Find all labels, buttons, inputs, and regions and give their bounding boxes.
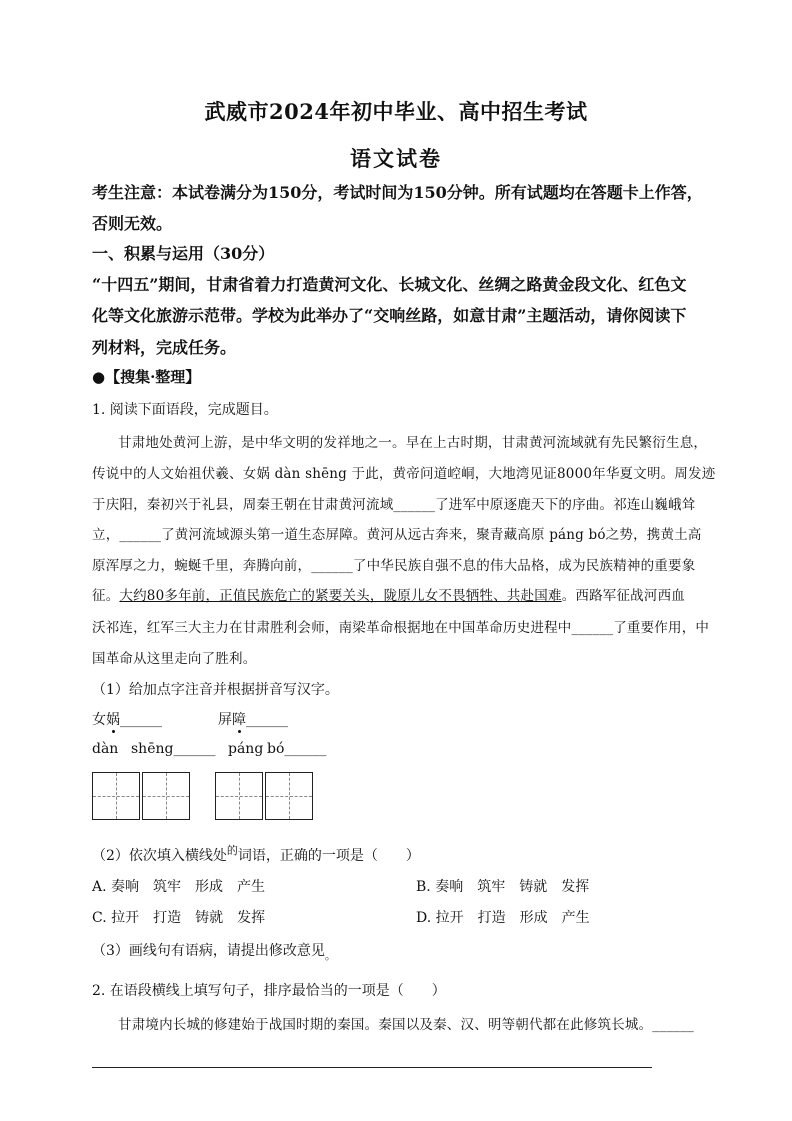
pinyin-sheng[interactable]: shēng______ [131,741,216,757]
option-a[interactable]: A. 奏响 筑牢 形成 产生 [92,879,266,895]
sub-heading-collect: ●【搜集·整理】 [92,368,201,386]
passage-line-1: 甘肃地处黄河上游，是中华文明的发祥地之一。早在上古时期，甘肃黄河流域就有先民繁衍生息， [118,435,708,451]
q1-sub3-prompt: （3）画线句有语病，请提出修改意见$_。$ [92,943,336,962]
writing-cell[interactable] [215,772,263,820]
passage-line-8: 国革命从这里走向了胜利。 [92,651,257,667]
pinyin-dan: dàn [92,741,119,757]
page-footer-rule [92,1067,652,1068]
intro-line-3: 列材料，完成任务。 [92,338,237,357]
q1-prompt: 1. 阅读下面语段，完成题目。 [92,402,278,418]
writing-grid-dansheng [92,772,190,820]
item-nuwa: 女娲______ [92,712,162,728]
q1-sub2-prompt: （2）依次填入横线处$^的$词语，正确的一项是（ ） [92,844,420,864]
underlined-sentence: 大约80多年前，正值民族危亡的紧要关头，陇原儿女不畏牺牲、共赴国难 [119,588,562,604]
passage-line-6 [92,584,685,604]
dotted-char-zhang: 障 [232,712,246,728]
exam-title: 武威市2024年初中毕业、高中招生考试 [204,99,588,124]
answer-blank-wa[interactable]: ______ [120,712,162,728]
dotted-char-wa: 娲 [106,712,120,728]
writing-cell[interactable] [265,772,313,820]
intro-line-1: “十四五”期间，甘肃省着力打造黄河文化、长城文化、丝绸之路黄金段文化、红色文 [92,275,687,294]
option-d[interactable]: D. 拉开 打造 形成 产生 [416,910,590,926]
writing-grid-pangbo [215,772,313,820]
q1-sub1-prompt: （1）给加点字注音并根据拼音写汉字。 [92,682,339,698]
item-pingzhang: 屏障______ [218,712,288,728]
notice-line-1: 考生注意：本试卷满分为150分，考试时间为150分钟。所有试题均在答题卡上作答， [92,183,703,202]
passage-line-5: 原浑厚之力，蜿蜒千里，奔腾向前，______了中华民族自强不息的伟大品格，成为民族精神的重要象 [92,558,696,574]
q2-passage: 甘肃境内长城的修建始于战国时期的秦国。秦国以及秦、汉、明等朝代都在此修筑长城。______ [118,1017,694,1033]
passage-line-3: 于庆阳，秦初兴于礼县，周秦王朝在甘肃黄河流域______了进军中原逐鹿天下的序曲。祁连山巍峨耸 [92,497,696,513]
writing-cell[interactable] [92,772,140,820]
notice-line-2: 否则无效。 [92,214,173,233]
intro-line-2: 化等文化旅游示范带。学校为此举办了“交响丝路，如意甘肃”主题活动，请你阅读下 [92,306,687,325]
option-b[interactable]: B. 奏响 筑牢 铸就 发挥 [416,879,590,895]
writing-cell[interactable] [142,772,190,820]
pinyin-pang: páng [228,741,264,757]
option-c[interactable]: C. 拉开 打造 铸就 发挥 [92,910,266,926]
q2-prompt: 2. 在语段横线上填写句子，排序最恰当的一项是（ ） [92,983,446,999]
passage-line-6-start: 征。 [92,588,120,604]
passage-line-4: 立，______了黄河流域源头第一道生态屏障。黄河从远古奔来，聚青藏高原 páng bó之势，携黄土高 [92,527,702,543]
pinyin-bo[interactable]: bó______ [267,741,327,757]
exam-subtitle: 语文试卷 [350,146,442,171]
answer-blank-zhang[interactable]: ______ [246,712,288,728]
passage-line-2: 传说中的人文始祖伏羲、女娲 dàn shēng 于此，黄帝问道崆峒，大地湾见证8000年华夏文明。周发迹 [92,466,716,482]
passage-line-7: 沃祁连，红军三大主力在甘肃胜利会师，南梁革命根据地在中国革命历史进程中______了重要作用，中 [92,620,710,636]
section-heading: 一、积累与运用（30分） [92,244,275,263]
passage-line-6-end: 。西路军征战河西血 [561,588,685,604]
